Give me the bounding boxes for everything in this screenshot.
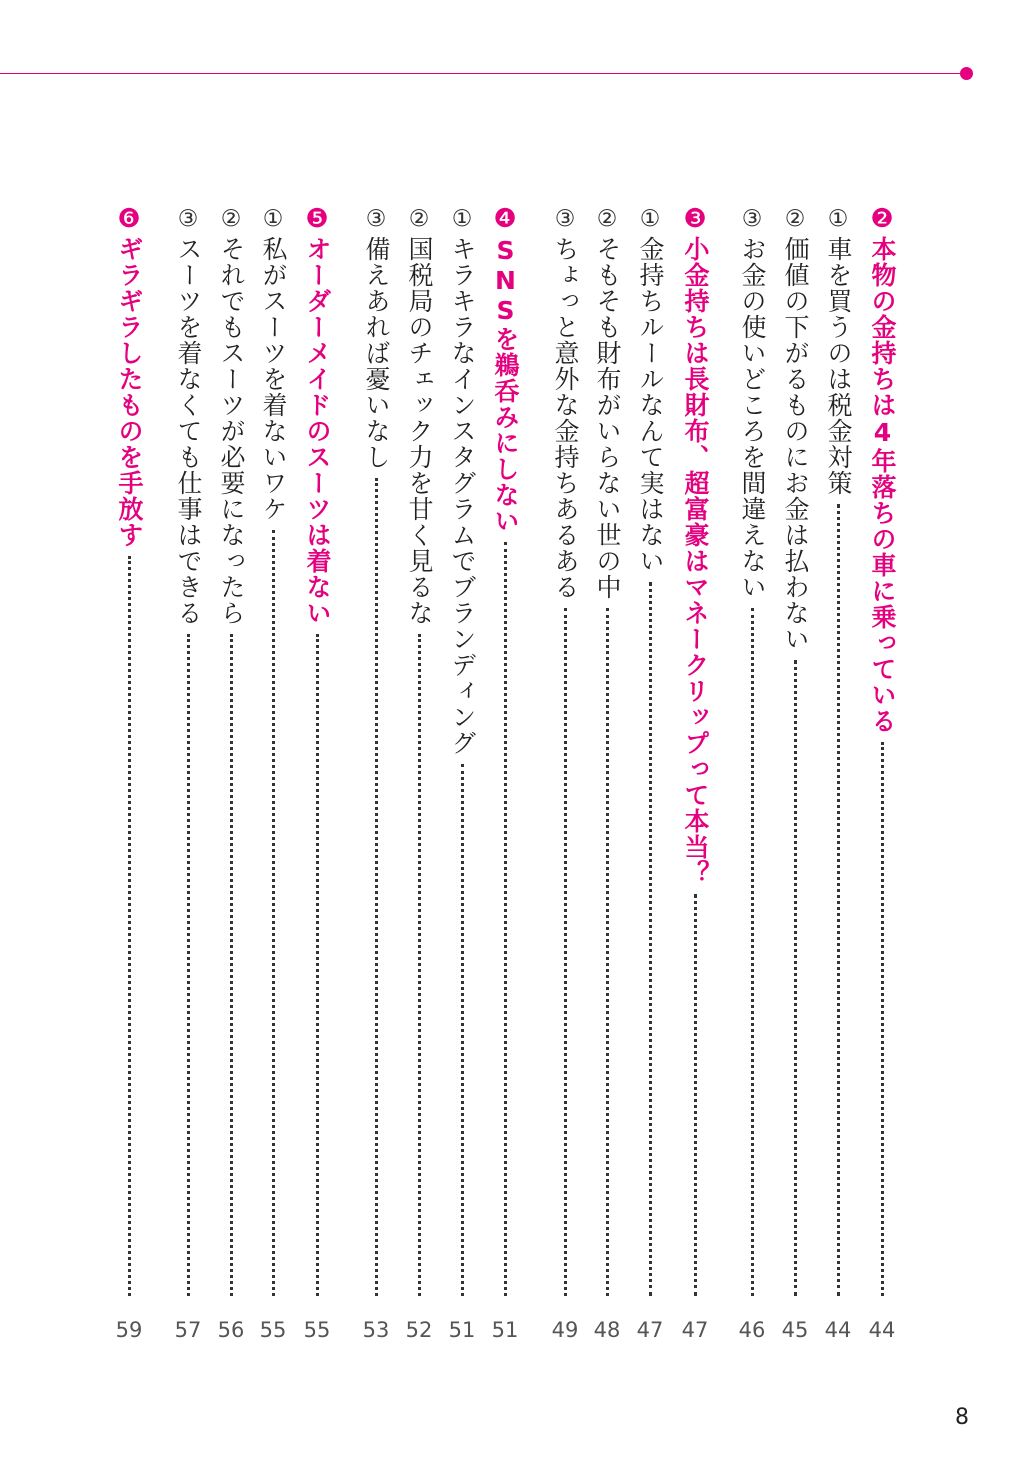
toc-chapter-heading [864, 204, 900, 1304]
toc-page-number: 48 [593, 1318, 621, 1342]
dot-leader [418, 634, 421, 1296]
toc-title: 車を買うのは税金対策 [824, 236, 853, 496]
dot-leader [694, 894, 697, 1296]
toc-title: 小金持ちは長財布、超富豪はマネークリップって本当？ [681, 236, 710, 886]
toc-title: お金の使いどころを間違えない [738, 236, 767, 600]
dot-leader [504, 542, 507, 1296]
toc-chapter-heading [111, 204, 147, 1304]
toc-title: 備えあれば憂いなし [362, 236, 391, 470]
dot-leader [230, 634, 233, 1296]
dot-leader [564, 608, 567, 1296]
toc-number-marker: ② [596, 206, 618, 232]
toc-page-number: 53 [362, 1318, 390, 1342]
toc-page-number: 57 [174, 1318, 202, 1342]
toc-title: 価値の下がるものにお金は払わない [781, 236, 810, 652]
toc-page-number: 52 [405, 1318, 433, 1342]
dot-leader [794, 660, 797, 1296]
toc-entry [777, 204, 813, 1304]
dot-leader [375, 478, 378, 1296]
dot-leader [316, 634, 319, 1296]
dot-leader [128, 556, 131, 1296]
toc-entry [255, 204, 291, 1304]
toc-title: それでもスーツが必要になったら [217, 236, 246, 626]
toc-page-number: 46 [738, 1318, 766, 1342]
toc-page-number: 59 [115, 1318, 143, 1342]
toc-title: そもそも財布がいらない世の中 [593, 236, 622, 600]
dot-leader [881, 742, 884, 1296]
toc-number-marker: ③ [365, 206, 387, 232]
toc-entry [734, 204, 770, 1304]
toc-number-marker: ① [827, 206, 849, 232]
toc-entry [547, 204, 583, 1304]
dot-leader [606, 608, 609, 1296]
toc-number-marker: ② [784, 206, 806, 232]
page-number: 8 [955, 1405, 969, 1430]
toc-number-marker: ① [451, 206, 473, 232]
toc-chapter-heading [677, 204, 713, 1304]
toc-entry [401, 204, 437, 1304]
toc-title: 国税局のチェック力を甘く見るな [405, 236, 434, 626]
toc-page-number: 55 [259, 1318, 287, 1342]
toc-page-number: 45 [781, 1318, 809, 1342]
toc-number-marker: ② [220, 206, 242, 232]
toc-number-marker: ❹ [493, 204, 517, 234]
toc-title: ギラギラしたものを手放す [115, 236, 144, 548]
toc-entry [213, 204, 249, 1304]
toc-number-marker: ❸ [683, 204, 707, 234]
toc-entry [358, 204, 394, 1304]
toc-page-number: 51 [491, 1318, 519, 1342]
dot-leader [837, 504, 840, 1296]
toc-page-number: 44 [868, 1318, 896, 1342]
dot-leader [187, 634, 190, 1296]
toc-page-number: 49 [551, 1318, 579, 1342]
toc-number-marker: ❻ [117, 204, 141, 234]
dot-leader [272, 530, 275, 1296]
toc-page-number: 51 [448, 1318, 476, 1342]
toc-entry [170, 204, 206, 1304]
toc-number-marker: ❺ [305, 204, 329, 234]
toc-number-marker: ③ [177, 206, 199, 232]
toc-number-marker: ① [262, 206, 284, 232]
toc-entry [444, 204, 480, 1304]
toc-title: 金持ちルールなんて実はない [636, 236, 665, 574]
toc-title: SNSを鵜呑みにしない [491, 236, 520, 534]
toc-number-marker: ③ [741, 206, 763, 232]
dot-leader [751, 608, 754, 1296]
toc-page-number: 56 [217, 1318, 245, 1342]
toc-title: オーダーメイドのスーツは着ない [303, 236, 332, 626]
toc-number-marker: ① [639, 206, 661, 232]
toc-title: ちょっと意外な金持ちあるある [551, 236, 580, 600]
toc-chapter-heading [299, 204, 335, 1304]
toc-page-number: 55 [303, 1318, 331, 1342]
toc-title: 私がスーツを着ないワケ [259, 236, 288, 522]
toc-number-marker: ❷ [870, 204, 894, 234]
toc-title: スーツを着なくても仕事はできる [174, 236, 203, 626]
toc-page-number: 47 [681, 1318, 709, 1342]
toc-title: 本物の金持ちは4年落ちの車に乗っている [868, 236, 897, 734]
toc-entry [820, 204, 856, 1304]
toc-number-marker: ③ [554, 206, 576, 232]
toc-entry [632, 204, 668, 1304]
dot-leader [461, 764, 464, 1296]
toc-page-number: 44 [824, 1318, 852, 1342]
toc-title: キラキラなインスタグラムでブランディング [448, 236, 477, 756]
dot-leader [649, 582, 652, 1296]
toc-page-number: 47 [636, 1318, 664, 1342]
toc-number-marker: ② [408, 206, 430, 232]
toc-chapter-heading [487, 204, 523, 1304]
toc-entry [589, 204, 625, 1304]
